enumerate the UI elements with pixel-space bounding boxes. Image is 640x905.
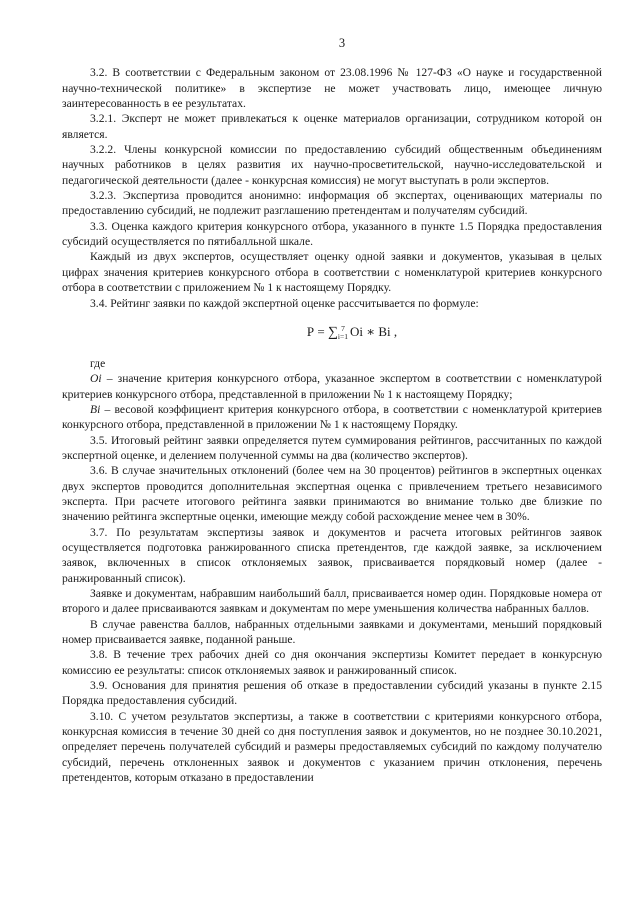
formula-term: Оi ∗ Вi ,	[350, 323, 398, 339]
page-number: 3	[338, 36, 346, 50]
paragraph-3-5: 3.5. Итоговый рейтинг заявки определяется путем суммирования рейтингов, рассчитанных по каждой экспертной оценке, и делением полученной суммы на два (количество экспертов).	[62, 433, 602, 462]
paragraph-ranking-top: Заявке и документам, набравшим наибольший балл, присваивается номер один. Порядковые номера от второго и далее присваиваются заявкам и документам по мере уменьшения количества набранных баллов.	[62, 587, 602, 616]
formula-sum-symbol: ∑	[327, 324, 338, 340]
formula-lower-limit: i=1	[337, 331, 348, 341]
definition-oi-symbol: Оi	[90, 372, 102, 386]
paragraph-3-2: 3.2. В соответствии с Федеральным законом от 23.08.1996 № 127-ФЗ «О науке и государственной научно-технической политике» в экспертизе не может участвовать лицо, имеющее личную заинтересованность в ее результатах.	[62, 66, 602, 111]
formula-lhs: Р =	[306, 323, 328, 339]
paragraph-3-6: 3.6. В случае значительных отклонений (более чем на 30 процентов) рейтингов в экспертных оценках двух экспертов проводится дополнительная экспертная оценка с привлечением третьего независимого эксперта. При расчете итогового рейтинга заявки принимаются во внимание только две близкие по значению рейтинга экспертные оценки, имеющие между собой расхождение менее чем в 30%.	[62, 464, 602, 524]
paragraph-3-2-1: 3.2.1. Эксперт не может привлекаться к оценке материалов организации, сотрудником которой он является.	[62, 112, 602, 141]
paragraph-3-10: 3.10. С учетом результатов экспертизы, а также в соответствии с критериями конкурсного отбора, конкурсная комиссия в течение 30 дней со дня поступления заявок и документов, но не позднее 30.10.2021, определяет перечень получателей субсидий и размеры предоставляемых субсидий по каждому получателю субсидий, перечень отклоненных заявок и документов с указанием причин отклонения, перечень претендентов, которым отказано в предоставлении	[62, 709, 602, 785]
formula-limits	[338, 325, 348, 341]
where-label: где	[90, 356, 106, 370]
paragraph-3-7: 3.7. По результатам экспертизы заявок и документов и расчета итоговых рейтингов заявок осуществляется подготовка ранжированного списка претендентов, где каждой заявке, за исключением заявок, включенных в список отклоняемых заявок, присваивается порядковый номер (далее - ранжированный список).	[62, 525, 602, 585]
paragraph-3-9: 3.9. Основания для принятия решения об отказе в предоставлении субсидий указаны в пункте 2.15 Порядка предоставления субсидий.	[62, 679, 602, 708]
definition-bi-text: – весовой коэффициент критерия конкурсного отбора, в соответствии с номенклатурой критериев конкурсного отбора, представленной в приложении № 1 к настоящему Порядку.	[62, 402, 602, 432]
document-page	[62, 36, 602, 785]
paragraph-3-8: 3.8. В течение трех рабочих дней со дня окончания экспертизы Комитет передает в конкурсную комиссию ее результаты: список отклоняемых заявок и ранжированный список.	[62, 648, 602, 677]
paragraph-experts: Каждый из двух экспертов, осуществляет оценку одной заявки и документов, указывая в целых цифрах значения критериев конкурсного отбора в соответствии с номенклатурой критериев конкурсного отбора в соответствии с приложением № 1 к настоящему Порядку.	[62, 250, 602, 295]
definition-oi	[62, 371, 602, 402]
paragraph-3-2-3: 3.2.3. Экспертиза проводится анонимно: информация об экспертах, оценивающих материалы по предоставлению субсидий, не подлежит разглашению претендентам и получателям субсидий.	[62, 189, 602, 218]
paragraph-3-2-2: 3.2.2. Члены конкурсной комиссии по предоставлению субсидий общественным объединениям научных работников в целях развития их научно-просветительской, научно-исследовательской и педагогической деятельности (далее - конкурсная комиссия) не могут выступать в роли экспертов.	[62, 143, 602, 187]
formula-upper-limit: 7	[341, 323, 345, 333]
definition-oi-text: – значение критерия конкурсного отбора, указанное экспертом в соответствии с номенклатурой критериев конкурсного отбора, представленной в приложении № 1 к настоящему Порядку;	[62, 372, 602, 401]
rating-formula	[62, 324, 602, 341]
paragraph-equal-scores: В случае равенства баллов, набранных отдельными заявками и документами, меньший порядковый номер присваивается заявке, поданной раньше.	[62, 617, 602, 647]
definition-bi-symbol: Вi	[90, 402, 101, 416]
paragraph-3-3: 3.3. Оценка каждого критерия конкурсного отбора, указанного в пункте 1.5 Порядка предоставления субсидий осуществляется по пятибалльной шкале.	[62, 219, 602, 249]
definition-bi	[62, 402, 602, 433]
paragraph-3-4: 3.4. Рейтинг заявки по каждой экспертной оценке рассчитывается по формуле:	[90, 296, 479, 310]
